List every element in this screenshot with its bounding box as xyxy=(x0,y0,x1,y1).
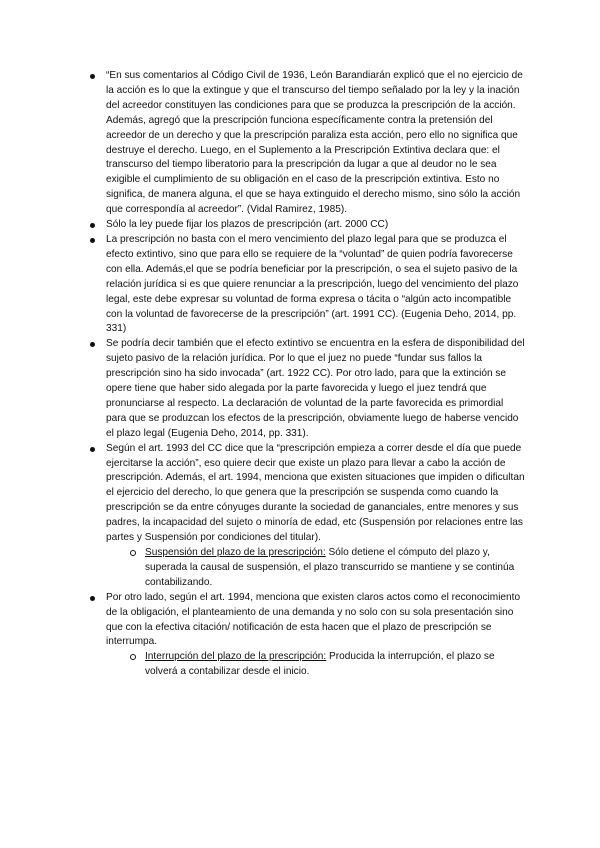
sub-text: Sólo detiene el cómputo del plazo y, superada la causal de suspensión, el plazo transcurrido se mantiene y se continúa contabilizando. xyxy=(145,547,515,588)
bullet-item: Sólo la ley puede fijar los plazos de prescripción (art. 2000 CC) xyxy=(90,218,526,233)
bullet-item xyxy=(90,591,526,680)
bullet-item: La prescripción no basta con el mero vencimiento del plazo legal para que se produzca el efecto extintivo, sino que para ello se requiere de la “voluntad” de quien podría favorecerse con ella. Además,el que se podría beneficiar por la prescripción, o sea el sujeto pasivo de la relación jurídica si es que quiere renunciar a la prescripción, luego del vencimiento del plazo legal, este debe expresar su voluntad de forma expresa o tácita o “algún acto incompatible con la voluntad de favorecerse de la prescripción” (art. 1991 CC). (Eugenia Deho, 2014, pp. 331) xyxy=(90,233,526,337)
sub-item-suspension xyxy=(130,546,526,591)
sub-text: Producida la interrupción, el plazo se volverá a contabilizar desde el inicio. xyxy=(145,651,495,678)
sub-list xyxy=(106,546,526,591)
bullet-text: Por otro lado, según el art. 1994, menciona que existen claros actos como el reconocimiento de la obligación, el planteamiento de una demanda y no solo con su sola presentación sino que con la efectiva citación/ notificación de esta hacen que el plazo de prescripción se interrumpa. xyxy=(106,591,521,648)
sub-term: Suspensión del plazo de la prescripción: xyxy=(145,547,326,558)
bullet-item: Se podría decir también que el efecto extintivo se encuentra en la esfera de disponibilidad del sujeto pasivo de la relación jurídica. Por lo que el juez no puede “fundar sus fallos la prescripción sino ha sido invocada” (art. 1922 CC). Por otro lado, para que la extinción se opere tiene que haber sido alegada por la parte favorecida y luego el juez tendrá que pronunciarse al respecto. La declaración de voluntad de la parte favorecida es primordial para que se produzcan los efectos de la prescripción, obviamente luego de haberse vencido el plazo legal (Eugenia Deho, 2014, pp. 331). xyxy=(90,337,526,441)
bullet-item: “En sus comentarios al Código Civil de 1936, León Barandiarán explicó que el no ejercicio de la acción es lo que la extingue y que el transcurso del tiempo señalado por la ley y la inación del acreedor constituyen las condiciones para que se produzca la prescripción de la acción. Además, agregó que la prescripción funciona específicamente contra la pretensión del acreedor de un derecho y que la prescripción paraliza esta acción, pero ello no significa que destruye el derecho. Luego, en el Suplemento a la Prescripción Extintiva declara que: el transcurso del tiempo liberatorio para la prescripción da lugar a que al deudor no le sea exigible el cumplimiento de su obligación en el caso de la prescripción extintiva. Esto no significa, de manera alguna, el que se haya extinguido el derecho mismo, sino sólo la acción que correspondía al acreedor”. (Vidal Ramirez, 1985). xyxy=(90,69,526,218)
bullet-text: Según el art. 1993 del CC dice que la “prescripción empieza a correr desde el día que puede ejercitarse la acción”, eso quiere decir que existe un plazo para llevar a cabo la acción de prescripción. Además, el art. 1994, menciona que existen situaciones que impiden o dificultan el ejercicio del derecho, lo que genera que la prescripción se suspenda como cuando la prescripción se da entre cónyuges durante la sociedad de gananciales, entre menores y sus padres, la incapacidad del sujeto o minoría de edad, etc (Suspensión por relaciones entre las partes y Suspensión por condiciones del titular). xyxy=(106,442,525,544)
bullet-list xyxy=(90,69,526,680)
sub-term: Interrupción del plazo de la prescripción: xyxy=(145,651,327,663)
sub-list xyxy=(106,650,526,680)
bullet-item xyxy=(90,442,526,591)
sub-item-interrupcion xyxy=(130,650,526,680)
